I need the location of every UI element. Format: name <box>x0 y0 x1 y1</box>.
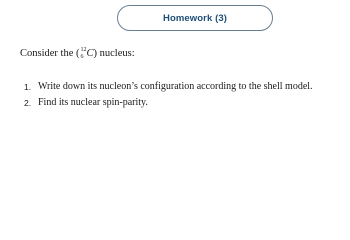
question-text: Find its nuclear spin-parity. <box>38 97 148 108</box>
question-number: 1. <box>24 82 32 92</box>
intro-text-after: ) nucleus: <box>93 48 135 59</box>
question-item <box>24 80 313 96</box>
question-number: 2. <box>24 98 32 108</box>
atomic-number: 6 <box>80 54 84 60</box>
mass-number: 12 <box>80 47 87 53</box>
title-box <box>117 5 273 31</box>
question-item <box>24 96 313 112</box>
page-title: Homework (3) <box>162 12 228 24</box>
intro-text-before: Consider the ( <box>20 48 80 59</box>
problem-intro <box>20 47 135 61</box>
nuclide-scripts <box>81 47 87 61</box>
element-symbol: C <box>86 48 94 59</box>
question-list <box>24 80 313 112</box>
nuclide-notation <box>81 47 94 61</box>
question-text: Write down its nucleon’s configuration according to the shell model. <box>38 81 313 92</box>
